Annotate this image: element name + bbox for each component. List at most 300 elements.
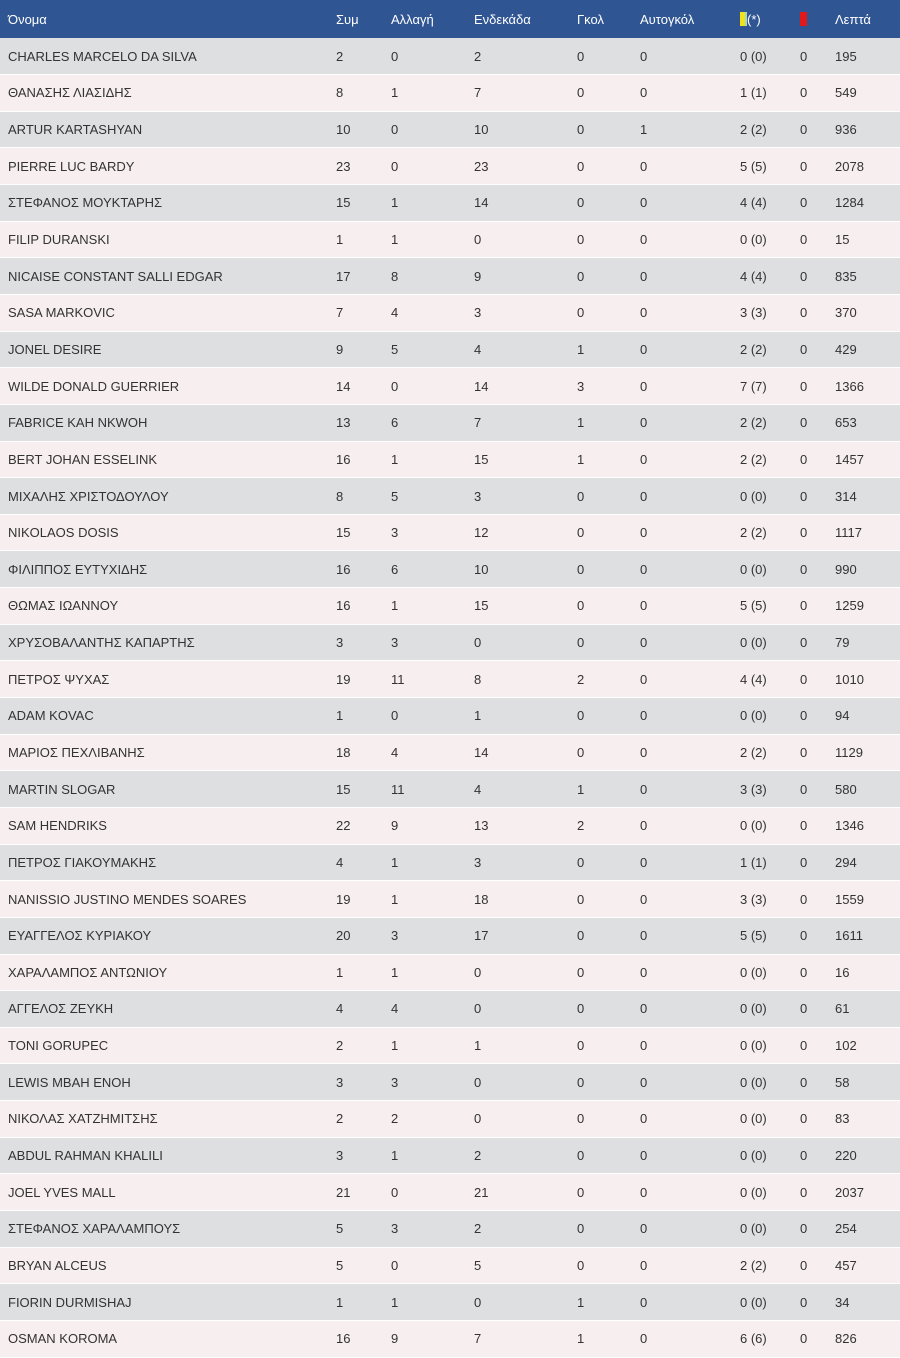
table-row bbox=[0, 881, 900, 918]
cell-name[interactable]: ΕΥΑΓΓΕΛΟΣ ΚΥΡΙΑΚΟΥ bbox=[0, 917, 336, 954]
cell-red-cards: 0 bbox=[800, 698, 835, 735]
cell-minutes: 34 bbox=[835, 1284, 900, 1321]
cell-yellow-cards: 2 (2) bbox=[740, 441, 800, 478]
cell-red-cards: 0 bbox=[800, 1027, 835, 1064]
cell-starts: 21 bbox=[474, 1174, 577, 1211]
cell-red-cards: 0 bbox=[800, 478, 835, 515]
cell-name[interactable]: JOEL YVES MALL bbox=[0, 1174, 336, 1211]
cell-apps: 1 bbox=[336, 954, 391, 991]
cell-yellow-cards: 2 (2) bbox=[740, 1247, 800, 1284]
col-header-goals[interactable]: Γκολ bbox=[577, 0, 640, 38]
cell-apps: 21 bbox=[336, 1174, 391, 1211]
table-row bbox=[0, 1137, 900, 1174]
col-header-apps[interactable]: Συμ bbox=[336, 0, 391, 38]
cell-yellow-cards: 6 (6) bbox=[740, 1320, 800, 1357]
cell-goals: 1 bbox=[577, 1320, 640, 1357]
cell-minutes: 1117 bbox=[835, 514, 900, 551]
cell-minutes: 314 bbox=[835, 478, 900, 515]
cell-own-goals: 0 bbox=[640, 1174, 740, 1211]
cell-apps: 16 bbox=[336, 551, 391, 588]
cell-yellow-cards: 0 (0) bbox=[740, 1284, 800, 1321]
cell-yellow-cards: 0 (0) bbox=[740, 551, 800, 588]
cell-name[interactable]: ARTUR KARTASHYAN bbox=[0, 111, 336, 148]
cell-minutes: 16 bbox=[835, 954, 900, 991]
cell-minutes: 15 bbox=[835, 221, 900, 258]
cell-starts: 0 bbox=[474, 221, 577, 258]
table-row bbox=[0, 551, 900, 588]
cell-minutes: 580 bbox=[835, 771, 900, 808]
cell-starts: 15 bbox=[474, 441, 577, 478]
cell-red-cards: 0 bbox=[800, 331, 835, 368]
cell-subs: 1 bbox=[391, 1027, 474, 1064]
cell-goals: 0 bbox=[577, 258, 640, 295]
cell-subs: 0 bbox=[391, 38, 474, 75]
cell-apps: 8 bbox=[336, 478, 391, 515]
cell-subs: 5 bbox=[391, 478, 474, 515]
cell-red-cards: 0 bbox=[800, 1174, 835, 1211]
cell-apps: 5 bbox=[336, 1247, 391, 1284]
cell-name[interactable]: ΝΙΚΟΛΑΣ ΧΑΤΖΗΜΙΤΣΗΣ bbox=[0, 1101, 336, 1138]
cell-own-goals: 0 bbox=[640, 441, 740, 478]
table-row bbox=[0, 514, 900, 551]
cell-own-goals: 0 bbox=[640, 1284, 740, 1321]
cell-apps: 23 bbox=[336, 148, 391, 185]
cell-subs: 3 bbox=[391, 514, 474, 551]
cell-minutes: 61 bbox=[835, 991, 900, 1028]
cell-name[interactable]: ΠΕΤΡΟΣ ΓΙΑΚΟΥΜΑΚΗΣ bbox=[0, 844, 336, 881]
cell-goals: 2 bbox=[577, 807, 640, 844]
cell-own-goals: 0 bbox=[640, 624, 740, 661]
cell-red-cards: 0 bbox=[800, 404, 835, 441]
red-card-icon bbox=[800, 12, 807, 26]
cell-subs: 0 bbox=[391, 368, 474, 405]
cell-own-goals: 0 bbox=[640, 1137, 740, 1174]
cell-apps: 16 bbox=[336, 441, 391, 478]
cell-own-goals: 1 bbox=[640, 111, 740, 148]
cell-subs: 4 bbox=[391, 294, 474, 331]
cell-subs: 2 bbox=[391, 1101, 474, 1138]
cell-red-cards: 0 bbox=[800, 844, 835, 881]
cell-subs: 9 bbox=[391, 1320, 474, 1357]
cell-apps: 3 bbox=[336, 1064, 391, 1101]
table-row bbox=[0, 954, 900, 991]
cell-starts: 7 bbox=[474, 404, 577, 441]
cell-subs: 0 bbox=[391, 1247, 474, 1284]
cell-apps: 4 bbox=[336, 844, 391, 881]
cell-name[interactable]: ΘΑΝΑΣΗΣ ΛΙΑΣΙΔΗΣ bbox=[0, 75, 336, 112]
cell-starts: 0 bbox=[474, 991, 577, 1028]
cell-own-goals: 0 bbox=[640, 258, 740, 295]
cell-own-goals: 0 bbox=[640, 734, 740, 771]
cell-own-goals: 0 bbox=[640, 185, 740, 222]
cell-name[interactable]: TONI GORUPEC bbox=[0, 1027, 336, 1064]
cell-red-cards: 0 bbox=[800, 734, 835, 771]
cell-goals: 0 bbox=[577, 185, 640, 222]
cell-goals: 1 bbox=[577, 1284, 640, 1321]
cell-subs: 1 bbox=[391, 185, 474, 222]
cell-yellow-cards: 0 (0) bbox=[740, 1137, 800, 1174]
cell-yellow-cards: 0 (0) bbox=[740, 1174, 800, 1211]
cell-name[interactable]: PIERRE LUC BARDY bbox=[0, 148, 336, 185]
cell-apps: 5 bbox=[336, 1211, 391, 1248]
cell-apps: 1 bbox=[336, 221, 391, 258]
cell-name[interactable]: ΧΑΡΑΛΑΜΠΟΣ ΑΝΤΩΝΙΟΥ bbox=[0, 954, 336, 991]
yellow-card-icon bbox=[740, 12, 747, 26]
cell-subs: 8 bbox=[391, 258, 474, 295]
cell-name[interactable]: LEWIS MBAH ENOH bbox=[0, 1064, 336, 1101]
cell-goals: 0 bbox=[577, 478, 640, 515]
cell-name[interactable]: ABDUL RAHMAN KHALILI bbox=[0, 1137, 336, 1174]
cell-red-cards: 0 bbox=[800, 294, 835, 331]
cell-own-goals: 0 bbox=[640, 844, 740, 881]
cell-starts: 7 bbox=[474, 1320, 577, 1357]
cell-goals: 0 bbox=[577, 514, 640, 551]
cell-name[interactable]: SASA MARKOVIC bbox=[0, 294, 336, 331]
table-row bbox=[0, 1027, 900, 1064]
cell-starts: 0 bbox=[474, 954, 577, 991]
cell-name[interactable]: ΜΑΡΙΟΣ ΠΕΧΛΙΒΑΝΗΣ bbox=[0, 734, 336, 771]
table-row bbox=[0, 111, 900, 148]
cell-yellow-cards: 0 (0) bbox=[740, 698, 800, 735]
cell-yellow-cards: 2 (2) bbox=[740, 734, 800, 771]
cell-starts: 2 bbox=[474, 1137, 577, 1174]
cell-minutes: 94 bbox=[835, 698, 900, 735]
col-header-red-cards[interactable] bbox=[800, 0, 835, 38]
cell-subs: 11 bbox=[391, 771, 474, 808]
cell-name[interactable]: ΣΤΕΦΑΝΟΣ ΜΟΥΚΤΑΡΗΣ bbox=[0, 185, 336, 222]
cell-red-cards: 0 bbox=[800, 661, 835, 698]
table-row bbox=[0, 1174, 900, 1211]
table-row bbox=[0, 185, 900, 222]
cell-subs: 1 bbox=[391, 1137, 474, 1174]
col-header-starts[interactable]: Ενδεκάδα bbox=[474, 0, 577, 38]
cell-starts: 1 bbox=[474, 698, 577, 735]
table-row bbox=[0, 75, 900, 112]
cell-apps: 2 bbox=[336, 1101, 391, 1138]
cell-apps: 9 bbox=[336, 331, 391, 368]
cell-goals: 0 bbox=[577, 588, 640, 625]
cell-name[interactable]: ΑΓΓΕΛΟΣ ΖΕΥΚΗ bbox=[0, 991, 336, 1028]
cell-goals: 1 bbox=[577, 404, 640, 441]
cell-goals: 0 bbox=[577, 75, 640, 112]
cell-goals: 0 bbox=[577, 551, 640, 588]
table-row bbox=[0, 588, 900, 625]
cell-subs: 1 bbox=[391, 881, 474, 918]
cell-own-goals: 0 bbox=[640, 38, 740, 75]
cell-apps: 7 bbox=[336, 294, 391, 331]
cell-red-cards: 0 bbox=[800, 551, 835, 588]
cell-apps: 19 bbox=[336, 881, 391, 918]
cell-own-goals: 0 bbox=[640, 75, 740, 112]
cell-starts: 0 bbox=[474, 624, 577, 661]
table-row bbox=[0, 148, 900, 185]
table-row bbox=[0, 624, 900, 661]
cell-minutes: 1457 bbox=[835, 441, 900, 478]
cell-yellow-cards: 0 (0) bbox=[740, 221, 800, 258]
cell-minutes: 1129 bbox=[835, 734, 900, 771]
cell-minutes: 2037 bbox=[835, 1174, 900, 1211]
cell-starts: 3 bbox=[474, 294, 577, 331]
table-row bbox=[0, 294, 900, 331]
cell-own-goals: 0 bbox=[640, 331, 740, 368]
col-header-yellow-cards[interactable] bbox=[740, 0, 800, 38]
cell-goals: 1 bbox=[577, 331, 640, 368]
cell-red-cards: 0 bbox=[800, 588, 835, 625]
cell-apps: 1 bbox=[336, 698, 391, 735]
cell-yellow-cards: 1 (1) bbox=[740, 844, 800, 881]
cell-own-goals: 0 bbox=[640, 1211, 740, 1248]
cell-minutes: 294 bbox=[835, 844, 900, 881]
cell-name[interactable]: SAM HENDRIKS bbox=[0, 807, 336, 844]
cell-red-cards: 0 bbox=[800, 75, 835, 112]
cell-minutes: 370 bbox=[835, 294, 900, 331]
cell-red-cards: 0 bbox=[800, 221, 835, 258]
cell-subs: 3 bbox=[391, 624, 474, 661]
cell-starts: 8 bbox=[474, 661, 577, 698]
cell-goals: 0 bbox=[577, 991, 640, 1028]
cell-name[interactable]: NICAISE CONSTANT SALLI EDGAR bbox=[0, 258, 336, 295]
cell-name[interactable]: WILDE DONALD GUERRIER bbox=[0, 368, 336, 405]
table-row bbox=[0, 1064, 900, 1101]
cell-subs: 11 bbox=[391, 661, 474, 698]
cell-apps: 2 bbox=[336, 1027, 391, 1064]
cell-starts: 4 bbox=[474, 771, 577, 808]
col-header-name[interactable]: Όνομα bbox=[0, 0, 336, 38]
cell-goals: 0 bbox=[577, 111, 640, 148]
cell-goals: 0 bbox=[577, 148, 640, 185]
cell-yellow-cards: 3 (3) bbox=[740, 881, 800, 918]
table-row bbox=[0, 844, 900, 881]
cell-goals: 3 bbox=[577, 368, 640, 405]
cell-subs: 5 bbox=[391, 331, 474, 368]
cell-own-goals: 0 bbox=[640, 294, 740, 331]
cell-goals: 0 bbox=[577, 1247, 640, 1284]
cell-red-cards: 0 bbox=[800, 1137, 835, 1174]
cell-yellow-cards: 0 (0) bbox=[740, 478, 800, 515]
cell-name[interactable]: FABRICE KAH NKWOH bbox=[0, 404, 336, 441]
cell-apps: 15 bbox=[336, 514, 391, 551]
table-row bbox=[0, 38, 900, 75]
cell-apps: 17 bbox=[336, 258, 391, 295]
cell-apps: 19 bbox=[336, 661, 391, 698]
cell-own-goals: 0 bbox=[640, 404, 740, 441]
cell-subs: 4 bbox=[391, 734, 474, 771]
cell-red-cards: 0 bbox=[800, 1320, 835, 1357]
table-row bbox=[0, 734, 900, 771]
cell-red-cards: 0 bbox=[800, 1064, 835, 1101]
cell-starts: 2 bbox=[474, 1211, 577, 1248]
cell-name[interactable]: ΧΡΥΣΟΒΑΛΑΝΤΗΣ ΚΑΠΑΡΤΗΣ bbox=[0, 624, 336, 661]
cell-yellow-cards: 5 (5) bbox=[740, 148, 800, 185]
col-header-own-goals[interactable]: Αυτογκόλ bbox=[640, 0, 740, 38]
cell-apps: 3 bbox=[336, 624, 391, 661]
cell-apps: 22 bbox=[336, 807, 391, 844]
table-row bbox=[0, 698, 900, 735]
cell-apps: 13 bbox=[336, 404, 391, 441]
cell-name[interactable]: FILIP DURANSKI bbox=[0, 221, 336, 258]
cell-name[interactable]: MARTIN SLOGAR bbox=[0, 771, 336, 808]
cell-subs: 1 bbox=[391, 1284, 474, 1321]
cell-name[interactable]: ΣΤΕΦΑΝΟΣ ΧΑΡΑΛΑΜΠΟΥΣ bbox=[0, 1211, 336, 1248]
cell-starts: 23 bbox=[474, 148, 577, 185]
cell-own-goals: 0 bbox=[640, 1101, 740, 1138]
cell-yellow-cards: 2 (2) bbox=[740, 404, 800, 441]
cell-minutes: 936 bbox=[835, 111, 900, 148]
cell-starts: 14 bbox=[474, 368, 577, 405]
cell-minutes: 549 bbox=[835, 75, 900, 112]
cell-apps: 10 bbox=[336, 111, 391, 148]
cell-starts: 7 bbox=[474, 75, 577, 112]
cell-minutes: 1366 bbox=[835, 368, 900, 405]
table-row bbox=[0, 368, 900, 405]
cell-own-goals: 0 bbox=[640, 551, 740, 588]
cell-subs: 0 bbox=[391, 1174, 474, 1211]
cell-goals: 0 bbox=[577, 881, 640, 918]
cell-red-cards: 0 bbox=[800, 38, 835, 75]
cell-subs: 3 bbox=[391, 1064, 474, 1101]
col-header-subs[interactable]: Αλλαγή bbox=[391, 0, 474, 38]
cell-name[interactable]: CHARLES MARCELO DA SILVA bbox=[0, 38, 336, 75]
cell-yellow-cards: 3 (3) bbox=[740, 771, 800, 808]
table-row bbox=[0, 404, 900, 441]
cell-red-cards: 0 bbox=[800, 991, 835, 1028]
cell-apps: 4 bbox=[336, 991, 391, 1028]
cell-starts: 3 bbox=[474, 844, 577, 881]
cell-own-goals: 0 bbox=[640, 478, 740, 515]
cell-name[interactable]: NIKOLAOS DOSIS bbox=[0, 514, 336, 551]
cell-minutes: 195 bbox=[835, 38, 900, 75]
cell-apps: 3 bbox=[336, 1137, 391, 1174]
cell-minutes: 835 bbox=[835, 258, 900, 295]
table-row bbox=[0, 478, 900, 515]
cell-name[interactable]: NANISSIO JUSTINO MENDES SOARES bbox=[0, 881, 336, 918]
cell-own-goals: 0 bbox=[640, 1247, 740, 1284]
table-row bbox=[0, 221, 900, 258]
cell-starts: 0 bbox=[474, 1101, 577, 1138]
cell-yellow-cards: 0 (0) bbox=[740, 1064, 800, 1101]
cell-subs: 3 bbox=[391, 1211, 474, 1248]
cell-subs: 9 bbox=[391, 807, 474, 844]
cell-name[interactable]: ADAM KOVAC bbox=[0, 698, 336, 735]
cell-red-cards: 0 bbox=[800, 881, 835, 918]
cell-yellow-cards: 7 (7) bbox=[740, 368, 800, 405]
cell-goals: 0 bbox=[577, 624, 640, 661]
cell-yellow-cards: 2 (2) bbox=[740, 331, 800, 368]
cell-red-cards: 0 bbox=[800, 185, 835, 222]
cell-minutes: 1259 bbox=[835, 588, 900, 625]
col-header-minutes[interactable]: Λεπτά bbox=[835, 0, 900, 38]
cell-starts: 2 bbox=[474, 38, 577, 75]
cell-apps: 15 bbox=[336, 771, 391, 808]
table-row bbox=[0, 1101, 900, 1138]
cell-minutes: 1010 bbox=[835, 661, 900, 698]
cell-minutes: 826 bbox=[835, 1320, 900, 1357]
cell-own-goals: 0 bbox=[640, 661, 740, 698]
table-row bbox=[0, 331, 900, 368]
cell-apps: 16 bbox=[336, 588, 391, 625]
table-row bbox=[0, 771, 900, 808]
cell-subs: 0 bbox=[391, 698, 474, 735]
table-row bbox=[0, 1211, 900, 1248]
cell-minutes: 653 bbox=[835, 404, 900, 441]
cell-own-goals: 0 bbox=[640, 148, 740, 185]
cell-name[interactable]: ΘΩΜΑΣ ΙΩΑΝΝΟΥ bbox=[0, 588, 336, 625]
cell-subs: 4 bbox=[391, 991, 474, 1028]
cell-starts: 9 bbox=[474, 258, 577, 295]
cell-name[interactable]: BERT JOHAN ESSELINK bbox=[0, 441, 336, 478]
cell-minutes: 102 bbox=[835, 1027, 900, 1064]
cell-apps: 15 bbox=[336, 185, 391, 222]
cell-own-goals: 0 bbox=[640, 514, 740, 551]
cell-goals: 0 bbox=[577, 734, 640, 771]
cell-minutes: 79 bbox=[835, 624, 900, 661]
cell-red-cards: 0 bbox=[800, 368, 835, 405]
cell-name[interactable]: ΜΙΧΑΛΗΣ ΧΡΙΣΤΟΔΟΥΛΟΥ bbox=[0, 478, 336, 515]
cell-yellow-cards: 5 (5) bbox=[740, 917, 800, 954]
cell-own-goals: 0 bbox=[640, 807, 740, 844]
cell-yellow-cards: 0 (0) bbox=[740, 1211, 800, 1248]
cell-goals: 0 bbox=[577, 1064, 640, 1101]
cell-minutes: 83 bbox=[835, 1101, 900, 1138]
cell-subs: 1 bbox=[391, 221, 474, 258]
cell-apps: 1 bbox=[336, 1284, 391, 1321]
table-body bbox=[0, 38, 900, 1357]
cell-yellow-cards: 1 (1) bbox=[740, 75, 800, 112]
cell-goals: 0 bbox=[577, 1174, 640, 1211]
cell-goals: 1 bbox=[577, 441, 640, 478]
cell-red-cards: 0 bbox=[800, 1247, 835, 1284]
cell-starts: 14 bbox=[474, 185, 577, 222]
cell-own-goals: 0 bbox=[640, 881, 740, 918]
cell-minutes: 429 bbox=[835, 331, 900, 368]
cell-name[interactable]: FIORIN DURMISHAJ bbox=[0, 1284, 336, 1321]
cell-red-cards: 0 bbox=[800, 1284, 835, 1321]
cell-own-goals: 0 bbox=[640, 771, 740, 808]
cell-subs: 1 bbox=[391, 844, 474, 881]
cell-minutes: 457 bbox=[835, 1247, 900, 1284]
cell-name[interactable]: JONEL DESIRE bbox=[0, 331, 336, 368]
cell-name[interactable]: ΠΕΤΡΟΣ ΨΥΧΑΣ bbox=[0, 661, 336, 698]
cell-own-goals: 0 bbox=[640, 1064, 740, 1101]
cell-subs: 3 bbox=[391, 917, 474, 954]
cell-subs: 0 bbox=[391, 148, 474, 185]
cell-red-cards: 0 bbox=[800, 1211, 835, 1248]
cell-red-cards: 0 bbox=[800, 514, 835, 551]
table-row bbox=[0, 441, 900, 478]
cell-name[interactable]: OSMAN KOROMA bbox=[0, 1320, 336, 1357]
cell-yellow-cards: 0 (0) bbox=[740, 1101, 800, 1138]
cell-yellow-cards: 5 (5) bbox=[740, 588, 800, 625]
cell-red-cards: 0 bbox=[800, 807, 835, 844]
cell-yellow-cards: 0 (0) bbox=[740, 954, 800, 991]
cell-goals: 0 bbox=[577, 698, 640, 735]
cell-name[interactable]: ΦΙΛΙΠΠΟΣ ΕΥΤΥΧΙΔΗΣ bbox=[0, 551, 336, 588]
cell-yellow-cards: 4 (4) bbox=[740, 661, 800, 698]
cell-name[interactable]: BRYAN ALCEUS bbox=[0, 1247, 336, 1284]
cell-own-goals: 0 bbox=[640, 991, 740, 1028]
table-row bbox=[0, 258, 900, 295]
cell-red-cards: 0 bbox=[800, 771, 835, 808]
cell-goals: 0 bbox=[577, 1211, 640, 1248]
cell-goals: 0 bbox=[577, 844, 640, 881]
cell-starts: 13 bbox=[474, 807, 577, 844]
cell-apps: 16 bbox=[336, 1320, 391, 1357]
cell-apps: 2 bbox=[336, 38, 391, 75]
cell-starts: 0 bbox=[474, 1064, 577, 1101]
cell-goals: 0 bbox=[577, 917, 640, 954]
cell-own-goals: 0 bbox=[640, 588, 740, 625]
cell-goals: 0 bbox=[577, 38, 640, 75]
